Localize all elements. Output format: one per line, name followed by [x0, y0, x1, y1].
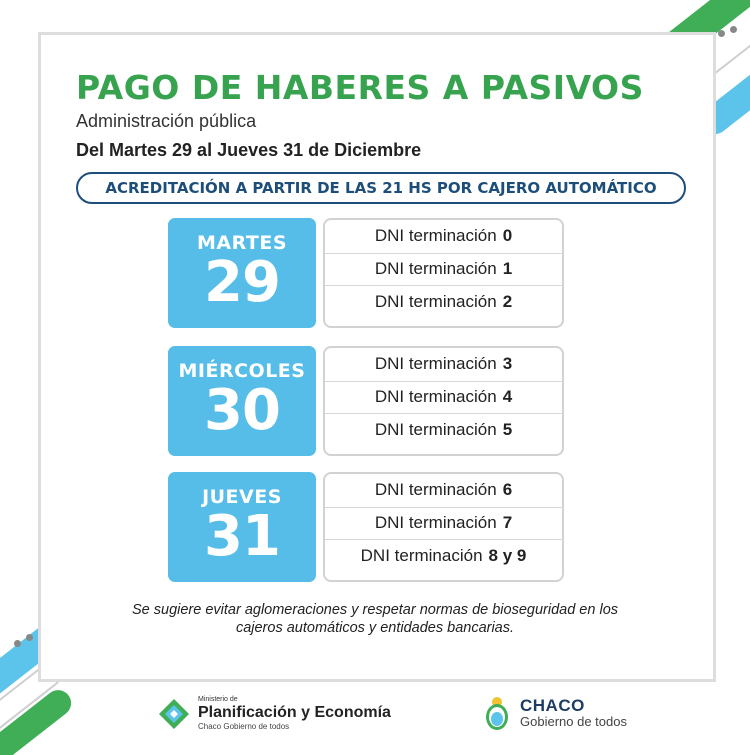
government-name: CHACO — [520, 696, 585, 716]
dni-row: DNI terminación 5 — [325, 413, 562, 446]
day-box-jueves — [168, 472, 316, 582]
day-number: 31 — [204, 504, 280, 569]
day-number: 29 — [204, 250, 280, 315]
dni-row: DNI terminación 6 — [374, 480, 513, 500]
dni-row: DNI terminación 7 — [325, 507, 562, 540]
dni-list-martes — [323, 218, 564, 328]
ministry-small: Ministerio de — [198, 696, 238, 703]
dni-row: DNI terminación 2 — [325, 285, 562, 318]
government-sub: Gobierno de todos — [520, 714, 627, 730]
date-range: Del Martes 29 al Jueves 31 de Diciembre — [76, 140, 422, 160]
dni-list-miercoles — [323, 346, 564, 456]
dni-row: DNI terminación 4 — [325, 381, 562, 414]
day-name: JUEVES — [202, 486, 282, 508]
biosecurity-note: Se sugiere evitar aglomeraciones y respetar normas de bioseguridad en los cajeros automáticos y entidades bancarias. — [131, 602, 619, 636]
dni-row: DNI terminación 8 y 9 — [325, 539, 562, 572]
day-name: MIÉRCOLES — [178, 360, 306, 382]
ministry-logo — [158, 696, 391, 731]
dni-list-jueves — [323, 472, 564, 582]
ministry-sub: Chaco Gobierno de todos — [198, 722, 290, 731]
day-name: MARTES — [196, 232, 287, 254]
government-logo — [482, 694, 627, 732]
diamond-logo-icon — [158, 698, 190, 730]
accreditation-banner: ACREDITACIÓN A PARTIR DE LAS 21 HS POR CAJERO AUTOMÁTICO — [76, 172, 686, 204]
dni-row: DNI terminación 0 — [374, 226, 513, 246]
day-box-miercoles — [168, 346, 316, 456]
ministry-name: Planificación y Economía — [198, 704, 391, 721]
dni-row: DNI terminación 1 — [325, 253, 562, 286]
page-title: PAGO DE HABERES A PASIVOS — [76, 68, 644, 107]
dni-row: DNI terminación 3 — [374, 354, 513, 374]
day-box-martes — [168, 218, 316, 328]
subtitle: Administración pública — [76, 111, 257, 131]
day-number: 30 — [204, 378, 280, 443]
provincial-seal-icon — [482, 694, 512, 732]
